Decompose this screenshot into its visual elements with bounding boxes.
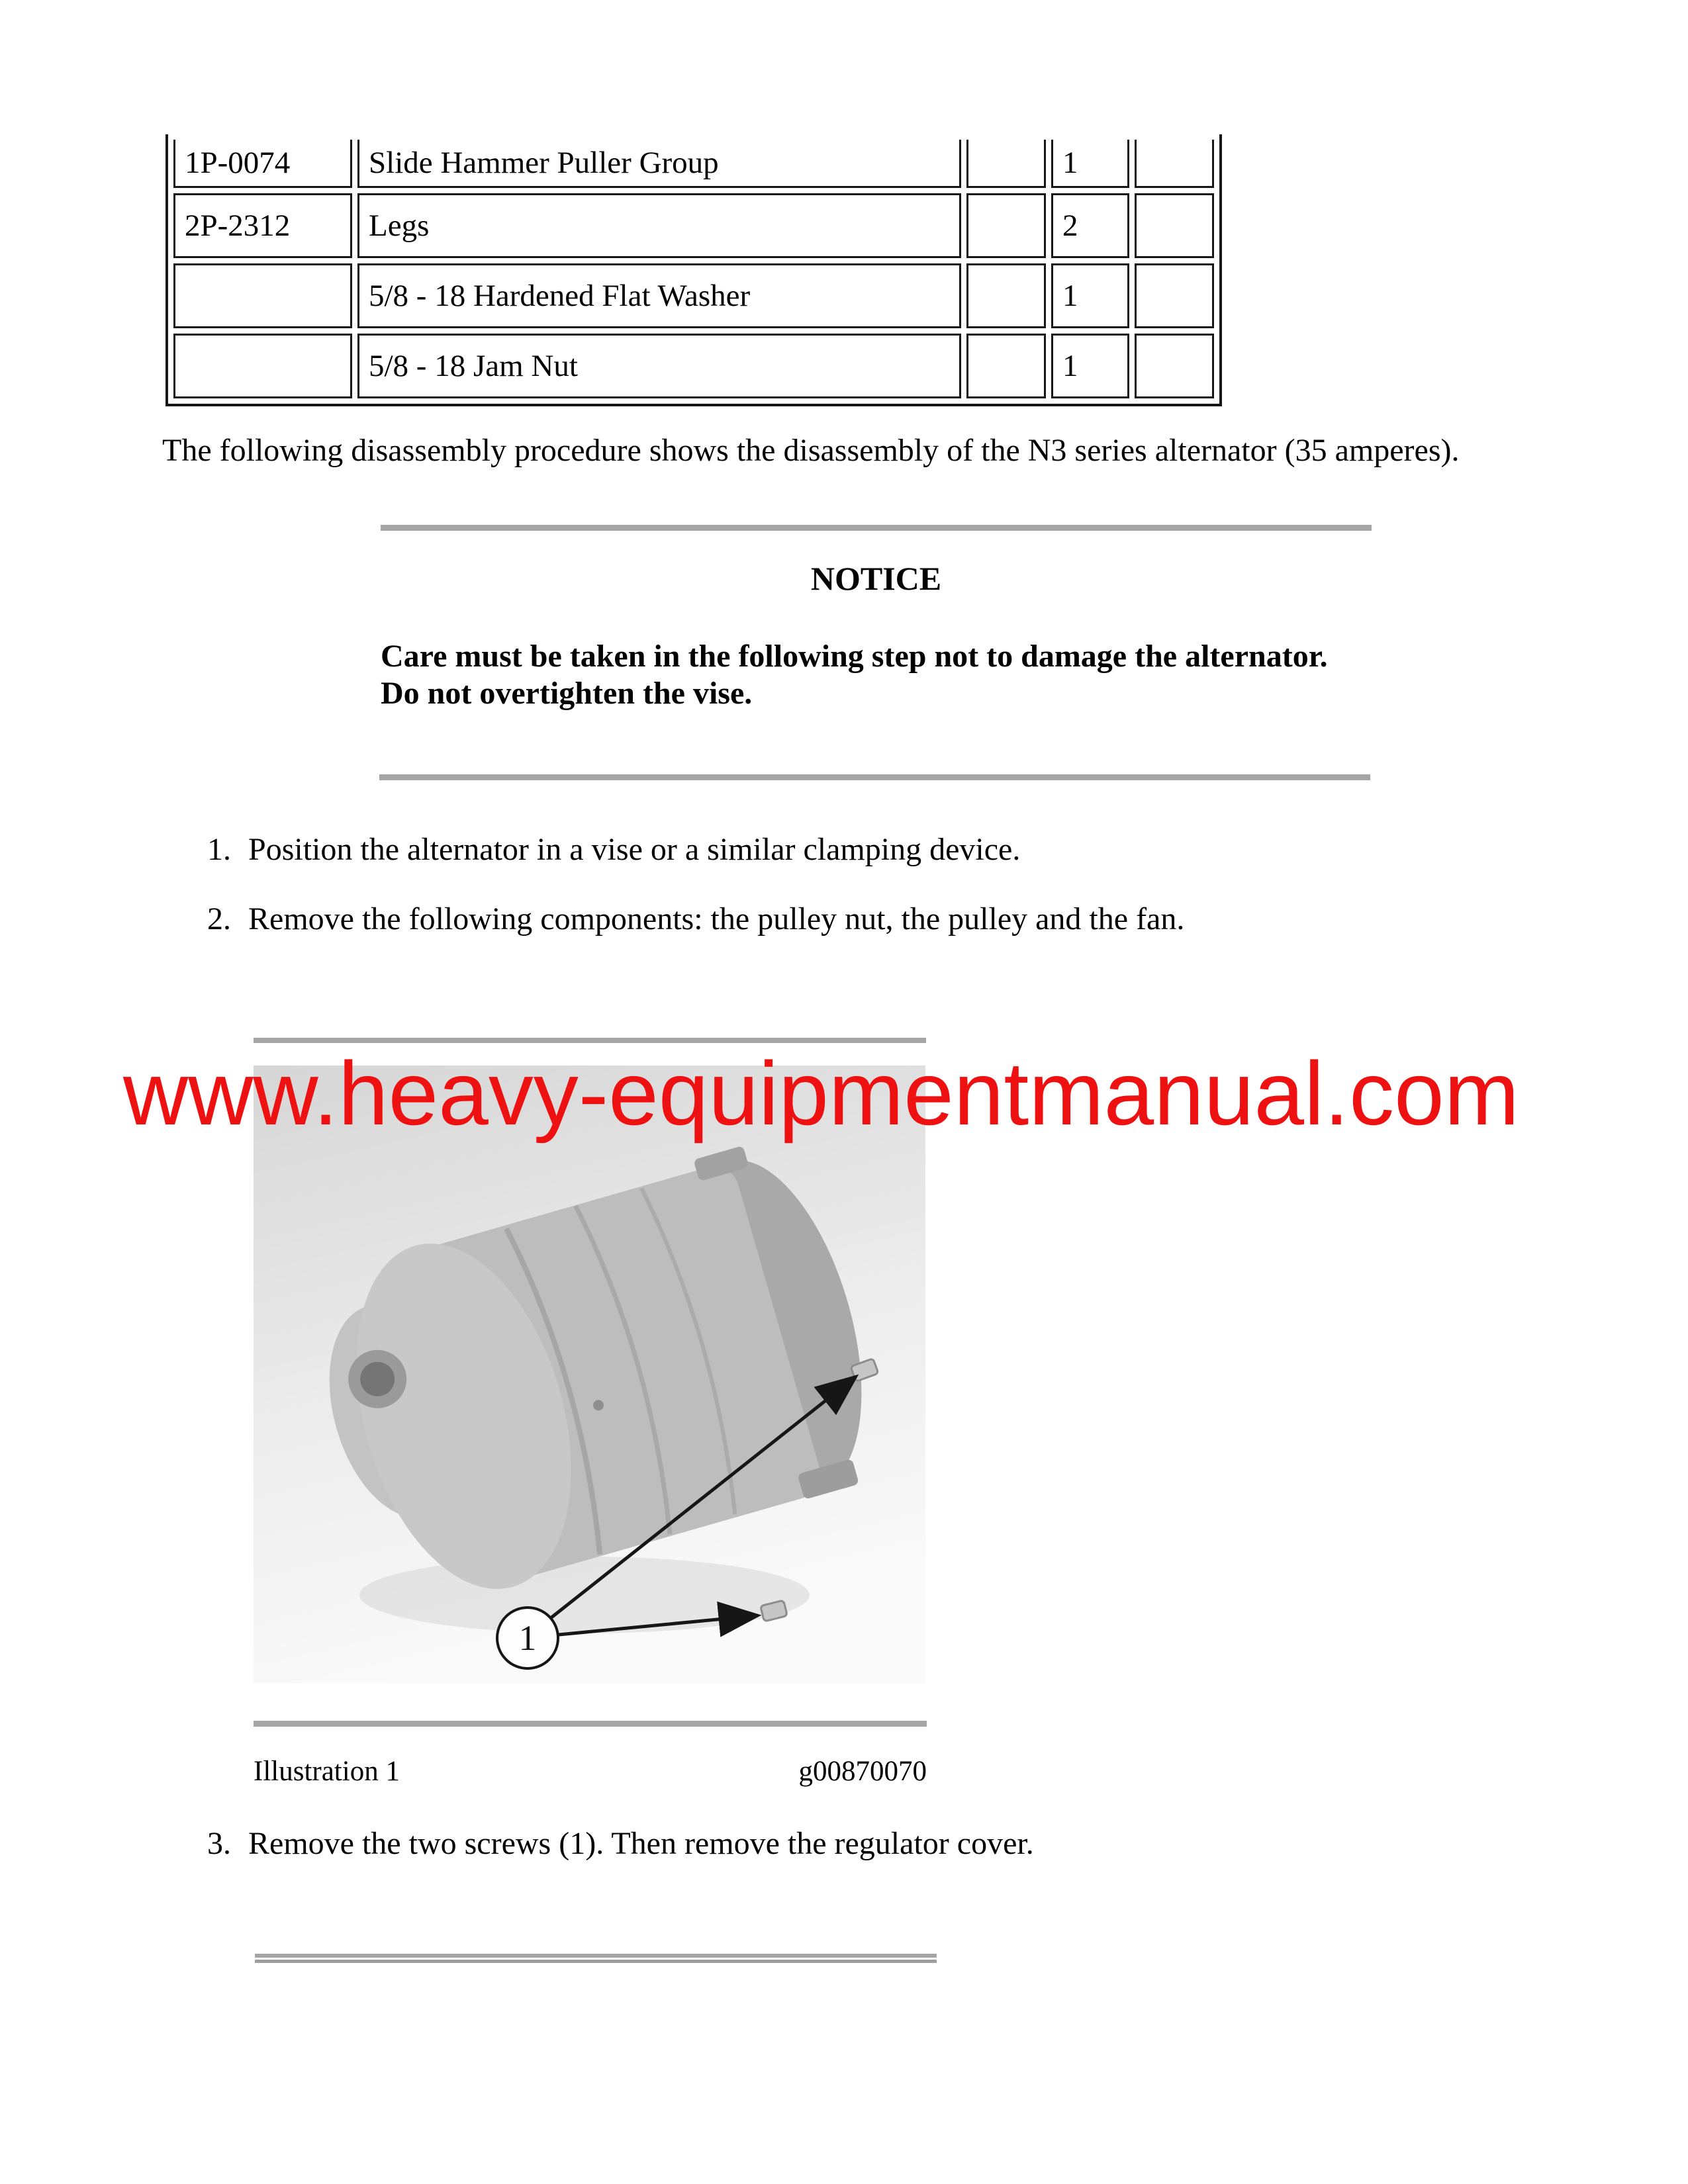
- notice-bottom-divider: [379, 774, 1370, 780]
- part-number-cell: 2P-2312: [173, 193, 352, 258]
- step-text: Remove the two screws (1). Then remove the regulator cover.: [248, 1826, 1034, 1861]
- step-number: 2.: [207, 901, 231, 936]
- step-item-2: [207, 899, 1184, 939]
- qty-cell: 1: [1051, 334, 1129, 398]
- callout-label: 1: [518, 1618, 537, 1658]
- table-row: [173, 263, 1214, 328]
- empty-cell: [966, 334, 1046, 398]
- step-item-1: [207, 830, 1020, 870]
- table-row: [173, 140, 1214, 188]
- empty-cell: [1135, 263, 1214, 328]
- illustration-top-divider: [254, 1038, 926, 1043]
- notice-top-divider: [381, 525, 1372, 531]
- notice-title: NOTICE: [810, 560, 942, 597]
- qty-cell: 2: [1051, 193, 1129, 258]
- qty-cell: 1: [1051, 140, 1129, 188]
- illustration-caption-row: [254, 1755, 927, 1788]
- description-cell: 5/8 - 18 Hardened Flat Washer: [357, 263, 961, 328]
- table-row: [173, 334, 1214, 398]
- watermark-text: www.heavy-equipmentmanual.com: [123, 1043, 1519, 1144]
- illustration-bottom-divider: [254, 1721, 927, 1727]
- part-number-cell: [173, 334, 352, 398]
- step-text: Remove the following components: the pulley nut, the pulley and the fan.: [248, 901, 1185, 936]
- qty-cell: 1: [1051, 263, 1129, 328]
- illustration-caption: Illustration 1: [254, 1756, 400, 1787]
- callout-1-marker: [497, 1608, 558, 1668]
- notice-line: Do not overtighten the vise.: [381, 676, 753, 711]
- table-row: [173, 193, 1214, 258]
- empty-cell: [1135, 334, 1214, 398]
- description-cell: Slide Hammer Puller Group: [357, 140, 961, 188]
- step-text: Position the alternator in a vise or a similar clamping device.: [248, 832, 1021, 867]
- empty-cell: [966, 263, 1046, 328]
- alternator-illustration: [254, 1066, 925, 1683]
- empty-cell: [966, 140, 1046, 188]
- step-number: 3.: [207, 1826, 231, 1861]
- intro-paragraph: The following disassembly procedure shows the disassembly of the N3 series alternator (35 amperes).: [162, 433, 1460, 468]
- part-number-cell: 1P-0074: [173, 140, 352, 188]
- shadow: [359, 1557, 810, 1633]
- empty-cell: [1135, 193, 1214, 258]
- description-cell: 5/8 - 18 Jam Nut: [357, 334, 961, 398]
- notice-text: [381, 638, 1328, 712]
- notice-line: Care must be taken in the following step not to damage the alternator.: [381, 639, 1328, 674]
- description-cell: Legs: [357, 193, 961, 258]
- illustration-photo: [254, 1066, 925, 1683]
- step-number: 1.: [207, 832, 231, 867]
- empty-cell: [966, 193, 1046, 258]
- part-number-cell: [173, 263, 352, 328]
- empty-cell: [1135, 140, 1214, 188]
- page-bottom-divider: [255, 1954, 937, 1963]
- illustration-code: g00870070: [798, 1756, 927, 1787]
- step-item-3: [207, 1824, 1034, 1864]
- parts-table: [165, 134, 1222, 406]
